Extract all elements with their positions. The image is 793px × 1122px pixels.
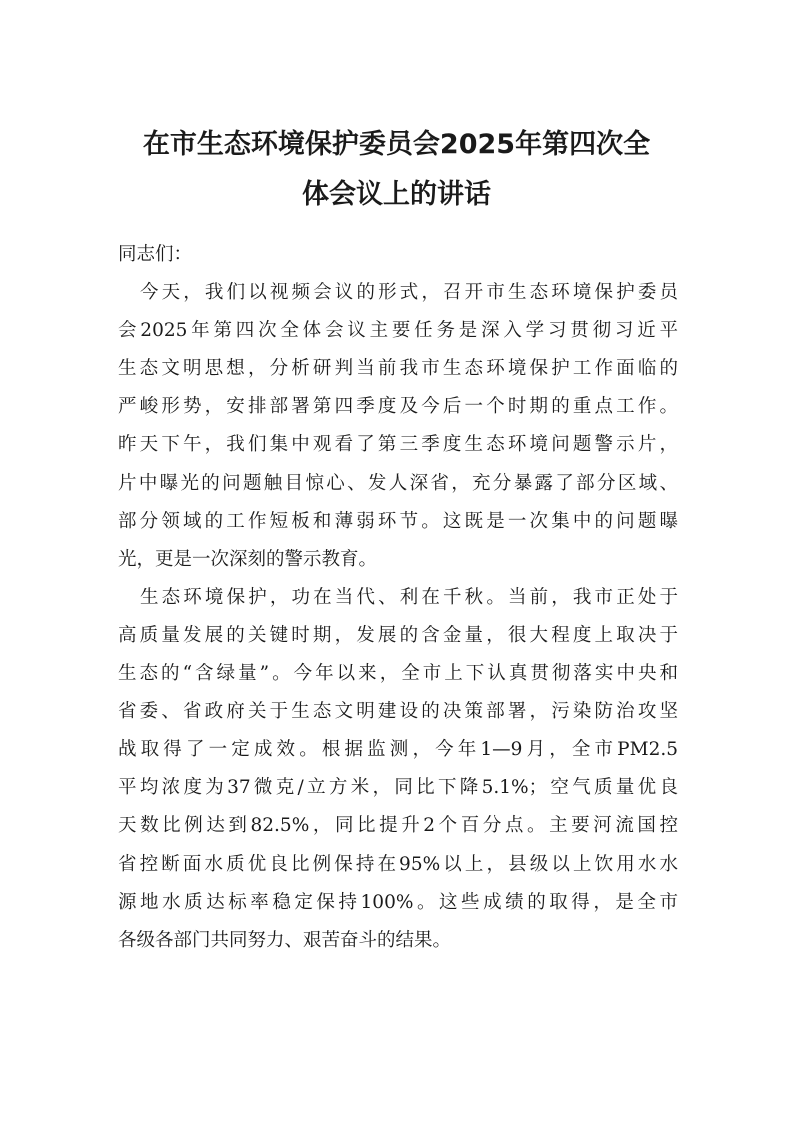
paragraph-line: 生态文明思想，分析研判当前我市生态环境保护工作面临的 [118, 358, 678, 380]
paragraph-line: 会2025年第四次全体会议主要任务是深入学习贯彻习近平 [118, 320, 678, 342]
paragraph-line: 光，更是一次深刻的警示教育。 [118, 548, 378, 570]
paragraph-line: 省委、省政府关于生态文明建设的决策部署，污染防治攻坚 [118, 701, 678, 723]
paragraph-2 [118, 579, 678, 960]
paragraph-line: 严峻形势，安排部署第四季度及今后一个时期的重点工作。 [118, 396, 678, 418]
paragraph-line: 省控断面水质优良比例保持在95%以上，县级以上饮用水水 [118, 853, 678, 875]
paragraph-line: 高质量发展的关键时期，发展的含金量，很大程度上取决于 [118, 624, 678, 646]
paragraph-line: 昨天下午，我们集中观看了第三季度生态环境问题警示片， [118, 434, 678, 456]
paragraph-line: 生态的“含绿量”。今年以来，全市上下认真贯彻落实中央和 [118, 663, 678, 685]
paragraph-line: 平均浓度为37微克/立方米，同比下降5.1%；空气质量优良 [118, 777, 678, 799]
paragraph-line: 天数比例达到82.5%，同比提升2个百分点。主要河流国控 [118, 815, 678, 837]
paragraph-line: 源地水质达标率稳定保持100%。这些成绩的取得，是全市 [118, 891, 678, 913]
paragraph-line: 各级各部门共同努力、艰苦奋斗的结果。 [118, 929, 452, 951]
paragraph-line: 部分领域的工作短板和薄弱环节。这既是一次集中的问题曝 [118, 510, 678, 532]
title-line-2: 体会议上的讲话 [302, 179, 491, 210]
paragraph-1 [118, 274, 678, 579]
paragraph-line: 战取得了一定成效。根据监测，今年1—9月，全市PM2.5 [118, 739, 678, 761]
document-body [118, 236, 678, 960]
paragraph-line: 今天，我们以视频会议的形式，召开市生态环境保护委员 [140, 282, 678, 304]
title-line-1: 在市生态环境保护委员会2025年第四次全 [142, 129, 651, 160]
paragraph-line: 生态环境保护，功在当代、利在千秋。当前，我市正处于 [140, 586, 678, 608]
paragraph-line: 片中曝光的问题触目惊心、发人深省，充分暴露了部分区域、 [118, 472, 678, 494]
document-title [59, 120, 734, 220]
salutation: 同志们： [118, 244, 193, 265]
